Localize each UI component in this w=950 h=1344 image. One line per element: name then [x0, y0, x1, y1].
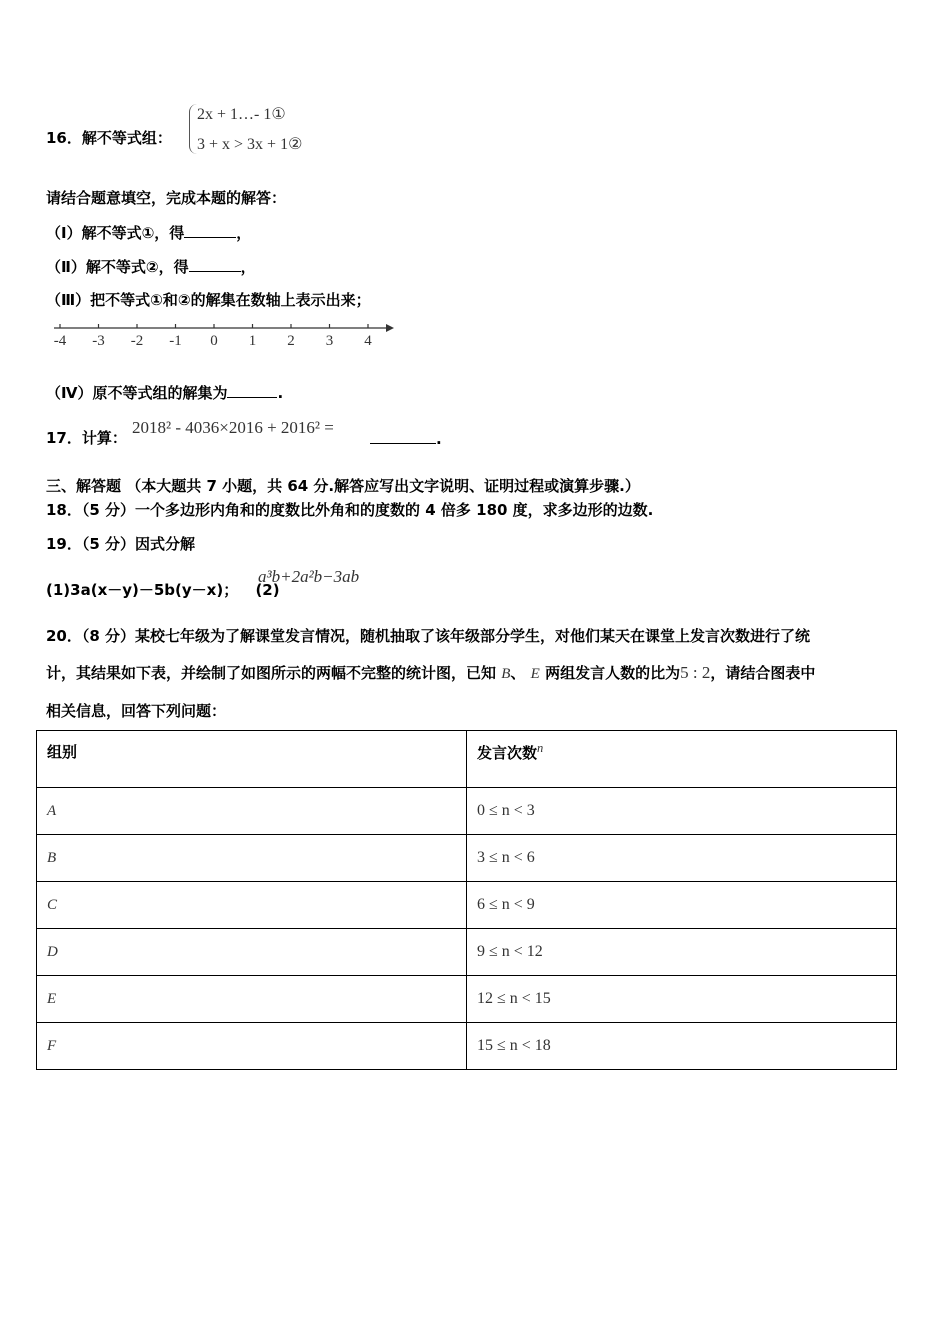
header-group: 组别: [37, 731, 467, 788]
header-count-text: 发言次数: [477, 744, 538, 762]
header-count: [467, 731, 897, 788]
q20-line2: [46, 663, 815, 684]
q16-part4-end: .: [277, 384, 284, 402]
sep: 、: [510, 664, 526, 682]
q16-part3: （Ⅲ）把不等式①和②的解集在数轴上表示出来；: [46, 291, 371, 309]
answer-blank-2[interactable]: [189, 256, 241, 272]
q19-part1: (1)3a(x－y)－5b(y－x)；: [46, 581, 239, 599]
header-var: n: [537, 741, 544, 755]
answer-blank-1[interactable]: [184, 222, 236, 238]
number-line-tick-label: -1: [169, 333, 182, 349]
table-row: [37, 929, 897, 976]
q17: [46, 428, 127, 448]
number-line-tick-label: 1: [248, 333, 257, 349]
q16-part2-text: （Ⅱ）解不等式②，得: [46, 258, 189, 276]
group-cell: D: [37, 929, 467, 976]
q17-expression: 2018² - 4036×2016 + 2016² =: [132, 418, 334, 437]
q20-line3: 相关信息，回答下列问题：: [46, 702, 227, 720]
range-cell: 15 ≤ n < 18: [467, 1023, 897, 1070]
q19-part2-label: (2): [255, 581, 280, 599]
number-line-tick-label: -3: [92, 333, 105, 349]
q16-part2: [46, 256, 256, 277]
group-cell: A: [37, 788, 467, 835]
table-row: [37, 788, 897, 835]
var-e: E: [530, 666, 540, 682]
q16-part1-end: ，: [236, 224, 252, 242]
var-b: B: [501, 666, 511, 682]
range-cell: 6 ≤ n < 9: [467, 882, 897, 929]
answer-blank-17[interactable]: [370, 428, 436, 444]
number-line-tick-label: 0: [210, 333, 218, 349]
table-header-row: [37, 731, 897, 788]
number-line: [46, 316, 406, 352]
table-row: [37, 882, 897, 929]
q16-part1: [46, 222, 251, 243]
number-line-tick-label: 4: [364, 333, 372, 349]
inequality-2: 3 + x > 3x + 1②: [197, 136, 303, 153]
q19: 19．（5 分）因式分解: [46, 535, 196, 553]
q17-answer: [370, 428, 442, 448]
range-cell: 3 ≤ n < 6: [467, 835, 897, 882]
table-row: [37, 835, 897, 882]
inequality-1: 2x + 1…- 1①: [197, 106, 286, 123]
q20-line2b: 两组发言人数的比为: [545, 664, 681, 682]
q20-line2a: 计，其结果如下表，并绘制了如图所示的两幅不完整的统计图，已知: [46, 664, 497, 682]
number-line-tick-label: -4: [53, 333, 67, 349]
q16-part4: [46, 382, 283, 403]
range-cell: 12 ≤ n < 15: [467, 976, 897, 1023]
number-line-tick-label: 3: [325, 333, 334, 349]
range-cell: 9 ≤ n < 12: [467, 929, 897, 976]
group-cell: F: [37, 1023, 467, 1070]
ratio: 5 : 2: [680, 663, 711, 682]
table-row: [37, 976, 897, 1023]
q19-parts: [46, 580, 280, 600]
q16-instruction: 请结合题意填空，完成本题的解答：: [46, 189, 287, 207]
q17-end: .: [436, 430, 442, 448]
number-line-tick-label: -2: [130, 333, 144, 349]
answer-blank-4[interactable]: [227, 382, 277, 398]
q19-part2-expr: a³b+2a²b−3ab: [258, 567, 360, 586]
group-cell: C: [37, 882, 467, 929]
frequency-table: [36, 730, 897, 1070]
q16-part4-text: （Ⅳ）原不等式组的解集为: [46, 384, 228, 402]
q16-label: 16．解不等式组：: [46, 129, 172, 147]
table-row: [37, 1023, 897, 1070]
number-line-arrow: [386, 324, 394, 332]
q20-line2c: ，请结合图表中: [710, 664, 816, 682]
range-cell: 0 ≤ n < 3: [467, 788, 897, 835]
number-line-tick-label: 2: [287, 333, 295, 349]
section-3-title: 三、解答题 （本大题共 7 小题，共 64 分.解答应写出文字说明、证明过程或演算步骤.）: [46, 477, 640, 495]
q20-line1: 20．（8 分）某校七年级为了解课堂发言情况，随机抽取了该年级部分学生，对他们某天在课堂上发言次数进行了统: [46, 627, 811, 645]
q18: 18．（5 分）一个多边形内角和的度数比外角和的度数的 4 倍多 180 度，求多边形的边数.: [46, 501, 654, 519]
q16-part1-text: （Ⅰ）解不等式①，得: [46, 224, 185, 242]
q16-part2-end: ，: [240, 258, 256, 276]
q17-label: 17．计算：: [46, 429, 127, 447]
group-cell: E: [37, 976, 467, 1023]
group-cell: B: [37, 835, 467, 882]
